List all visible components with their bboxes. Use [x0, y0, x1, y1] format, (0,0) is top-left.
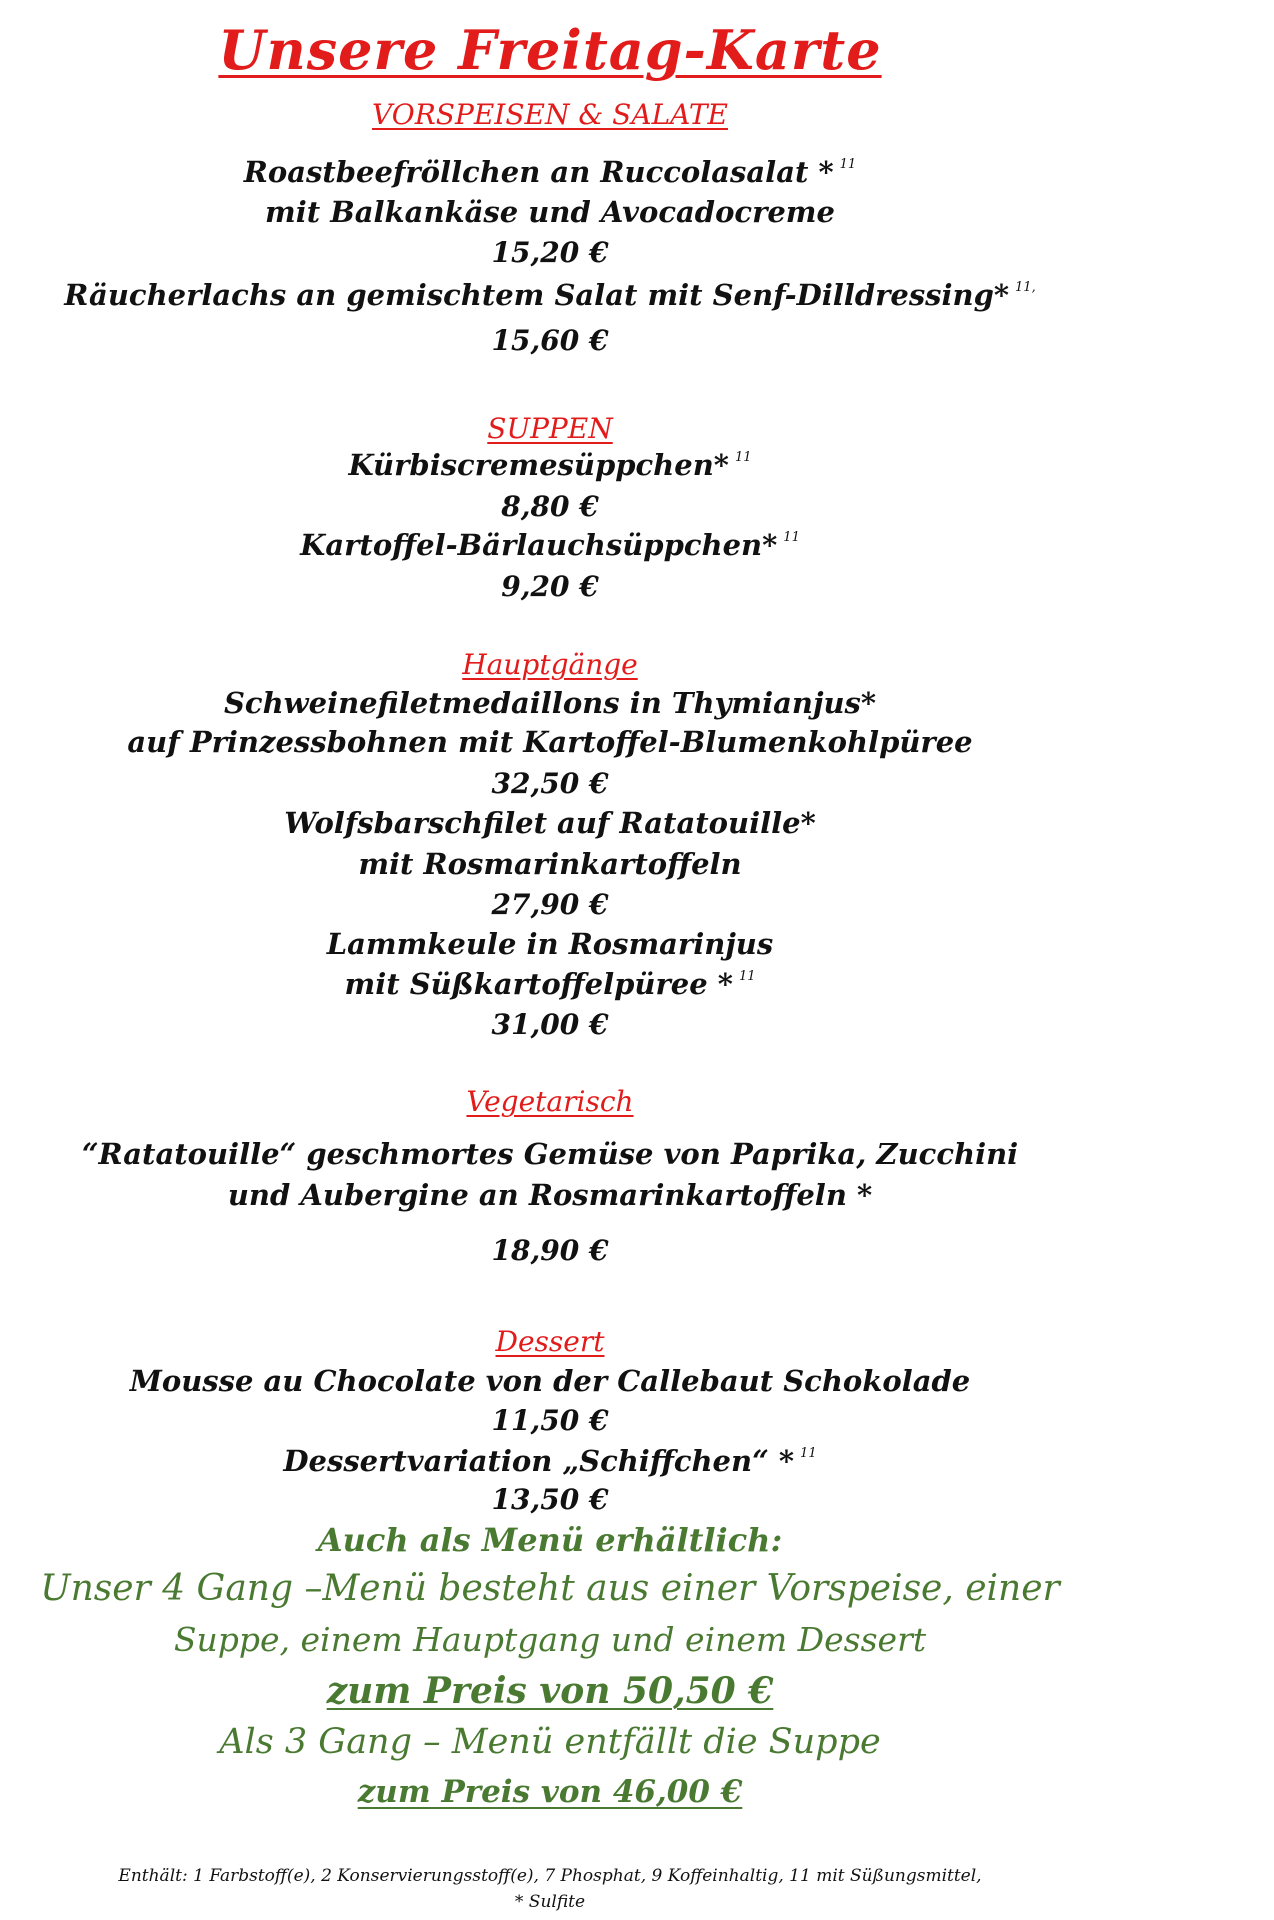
- dish-wolfsbarsch-line1: Wolfsbarschfilet auf Ratatouille*: [284, 806, 816, 840]
- section-heading-dessert: Dessert: [495, 1325, 605, 1358]
- allergen-footnote-line2: * Sulfite: [514, 1892, 586, 1912]
- dish-roastbeef-line1: Roastbeefröllchen an Ruccolasalat * $^{11}$: [243, 155, 857, 189]
- menu-offer-line3: Als 3 Gang – Menü entfällt die Suppe: [219, 1722, 881, 1762]
- dish-roastbeef-price: 15,20 €: [491, 236, 609, 269]
- allergen-note: 11: [738, 969, 756, 984]
- section-heading-vegetarisch: Vegetarisch: [466, 1085, 634, 1118]
- allergen-footnote-line1: Enthält: 1 Farbstoff(e), 2 Konservierungsstoff(e), 7 Phosphat, 9 Koffeinhaltig, 11 mit Süßungsmittel,: [118, 1866, 982, 1886]
- dish-mousse: Mousse au Chocolate von der Callebaut Schokolade: [129, 1364, 971, 1398]
- dish-dessertvariation-price: 13,50 €: [491, 1483, 609, 1516]
- menu-offer-heading: Auch als Menü erhältlich:: [317, 1521, 783, 1559]
- dish-ratatouille-line2: und Aubergine an Rosmarinkartoffeln *: [227, 1178, 873, 1212]
- section-heading-suppen: SUPPEN: [487, 412, 613, 445]
- dish-mousse-price: 11,50 €: [491, 1404, 609, 1437]
- allergen-note: 11,: [1015, 280, 1036, 295]
- dish-kuerbis: Kürbiscremesüppchen* $^{11}$: [348, 448, 752, 482]
- dish-ratatouille-price: 18,90 €: [491, 1234, 609, 1267]
- dish-roastbeef-line2: mit Balkankäse und Avocadocreme: [265, 195, 835, 229]
- dish-raeucherlachs-price: 15,60 €: [491, 324, 609, 357]
- dish-schweinefilet-price: 32,50 €: [491, 767, 609, 800]
- allergen-note: 11: [839, 157, 857, 172]
- dish-kuerbis-price: 8,80 €: [501, 490, 599, 523]
- dish-dessertvariation: Dessertvariation „Schiffchen“ * $^{11}$: [283, 1444, 817, 1478]
- allergen-note: 11: [734, 450, 752, 465]
- menu-offer-line1: Unser 4 Gang –Menü besteht aus einer Vorspeise, einer: [40, 1568, 1060, 1609]
- menu-offer-price-4-gang: zum Preis von 50,50 €: [326, 1670, 774, 1712]
- dish-raeucherlachs-line1: Räucherlachs an gemischtem Salat mit Senf-Dilldressing* $^{11,}$: [64, 278, 1036, 312]
- dish-wolfsbarsch-line2: mit Rosmarinkartoffeln: [358, 847, 742, 881]
- section-heading-hauptgaenge: Hauptgänge: [462, 648, 638, 681]
- section-heading-vorspeisen: VORSPEISEN & SALATE: [372, 98, 728, 131]
- allergen-note: 11: [800, 1446, 817, 1461]
- dish-kartoffel-baerlauch: Kartoffel-Bärlauchsüppchen* $^{11}$: [300, 528, 800, 562]
- dish-schweinefilet-line1: Schweinefiletmedaillons in Thymianjus*: [223, 686, 877, 720]
- allergen-note: 11: [783, 530, 800, 545]
- menu-title: Unsere Freitag-Karte: [218, 18, 882, 82]
- dish-lammkeule-price: 31,00 €: [491, 1008, 609, 1041]
- menu-offer-price-3-gang: zum Preis von 46,00 €: [357, 1774, 743, 1810]
- dish-ratatouille-line1: “Ratatouille“ geschmortes Gemüse von Paprika, Zucchini: [81, 1137, 1019, 1171]
- dish-lammkeule-line1: Lammkeule in Rosmarinjus: [326, 927, 774, 961]
- dish-lammkeule-line2: mit Süßkartoffelpüree * $^{11}$: [344, 967, 756, 1001]
- dish-wolfsbarsch-price: 27,90 €: [491, 888, 609, 921]
- menu-offer-line2: Suppe, einem Hauptgang und einem Dessert: [173, 1620, 927, 1659]
- dish-kartoffel-baerlauch-price: 9,20 €: [501, 570, 599, 603]
- dish-schweinefilet-line2: auf Prinzessbohnen mit Kartoffel-Blumenkohlpüree: [127, 725, 973, 759]
